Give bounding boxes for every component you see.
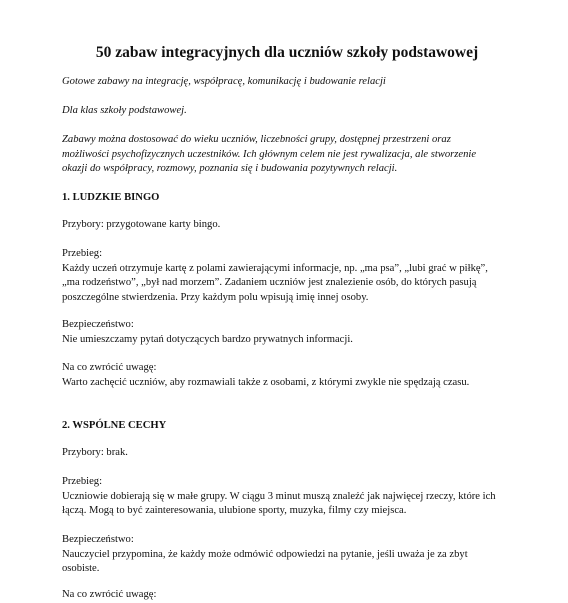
game-procedure-1 — [62, 247, 512, 305]
game-supplies-1: Przybory: przygotowane karty bingo. — [62, 219, 221, 230]
game-heading-1: 1. LUDZKIE BINGO — [62, 192, 160, 203]
procedure-line: Uczniowie dobierają się w małe grupy. W ciągu 3 minut muszą znaleźć jak najwięcej rzeczy, które ich — [62, 490, 496, 502]
game-safety-1 — [62, 318, 512, 347]
game-safety-2 — [62, 533, 512, 577]
document-title: 50 zabaw integracyjnych dla uczniów szkoły podstawowej — [95, 44, 479, 61]
procedure-line: łączą. Mogą to być zainteresowania, ulubione sporty, muzyka, filmy czy miejsca. — [62, 505, 407, 516]
procedure-line: poszczególne stwierdzenia. Przy każdym polu wpisują imię innej osoby. — [62, 291, 369, 303]
game-attention-1 — [62, 361, 512, 390]
game-procedure-2 — [62, 475, 512, 519]
intro-line: okazji do współpracy, rozmowy, poznania się i budowania pozytywnych relacji. — [62, 163, 398, 174]
game-heading-2: 2. WSPÓLNE CECHY — [62, 420, 167, 431]
audience-note: Dla klas szkoły podstawowej. — [62, 105, 187, 116]
intro-paragraph — [62, 133, 512, 177]
procedure-line: Każdy uczeń otrzymuje kartę z polami zawierającymi informacje, np. „ma psa”, „lubi grać w piłkę”, — [62, 262, 488, 274]
safety-line: osobiste. — [62, 563, 100, 574]
safety-label: Bezpieczeństwo: — [62, 319, 134, 330]
intro-line: możliwości psychofizycznych uczestników. Ich głównym celem nie jest rywalizacja, ale stworzenie — [62, 148, 477, 160]
safety-line: Nie umieszczamy pytań dotyczących bardzo prywatnych informacji. — [62, 333, 353, 345]
attention-label: Na co zwrócić uwagę: — [62, 362, 157, 373]
attention-line: Warto zachęcić uczniów, aby rozmawiali także z osobami, z którymi zwykle nie spędzają czasu. — [62, 376, 470, 388]
game-attention-2 — [62, 588, 512, 603]
procedure-line: „ma rodzeństwo”, „był nad morzem”. Zadaniem uczniów jest znalezienie osób, do których pasują — [62, 277, 477, 288]
game-supplies-2: Przybory: brak. — [62, 447, 128, 458]
safety-label: Bezpieczeństwo: — [62, 534, 134, 545]
procedure-label: Przebieg: — [62, 476, 103, 487]
intro-line: Zabawy można dostosować do wieku uczniów, liczebności grupy, dostępnej przestrzeni oraz — [62, 134, 451, 145]
document-subtitle: Gotowe zabawy na integrację, współpracę, komunikację i budowanie relacji — [62, 76, 386, 87]
safety-line: Nauczyciel przypomina, że każdy może odmówić odpowiedzi na pytanie, jeśli uważa je za zbyt — [62, 548, 468, 560]
procedure-label: Przebieg: — [62, 248, 103, 259]
attention-label: Na co zwrócić uwagę: — [62, 589, 157, 600]
